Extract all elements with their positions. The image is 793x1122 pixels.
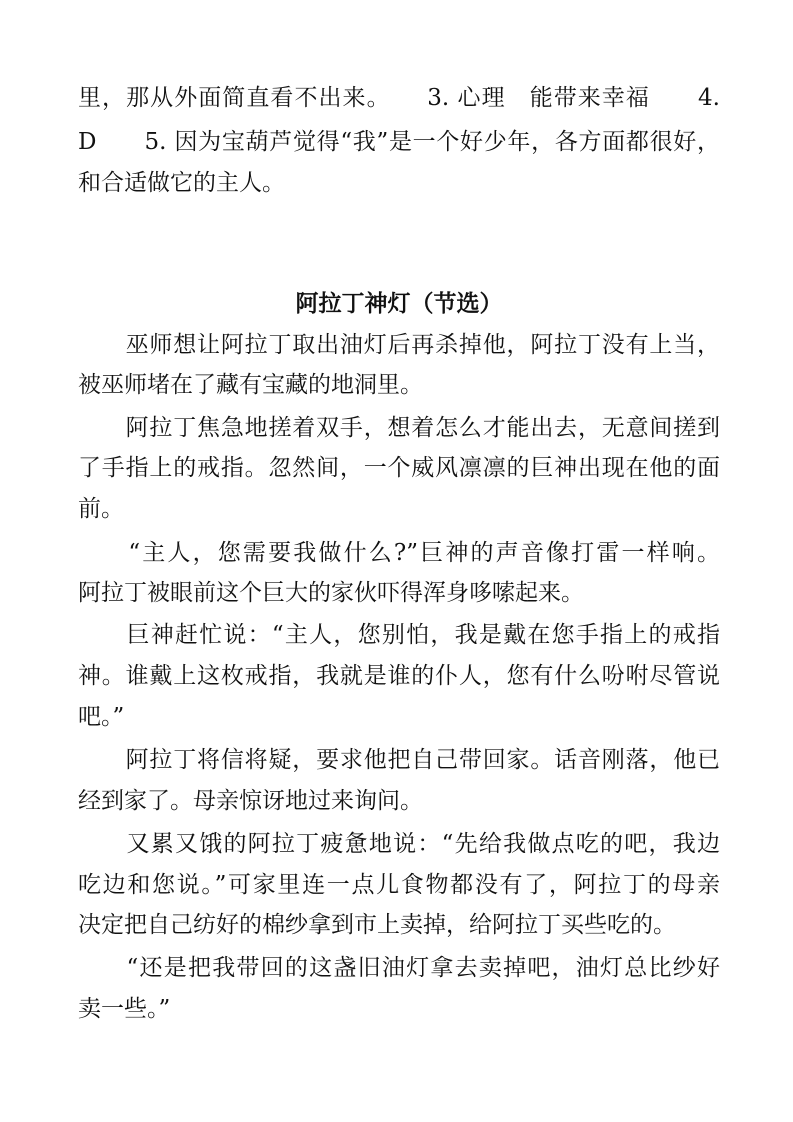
story-line: 吃边和您说。”可家里连一点儿食物都没有了，阿拉丁的母亲: [78, 872, 720, 898]
story-title: 阿拉丁神灯（节选）: [295, 291, 503, 317]
answer-line-2: D 5. 因为宝葫芦觉得“我”是一个好少年，各方面都很好，: [78, 129, 720, 155]
story-line: 巫师想让阿拉丁取出油灯后再杀掉他，阿拉丁没有上当，: [78, 332, 720, 358]
story-line: “还是把我带回的这盏旧油灯拿去卖掉吧，油灯总比纱好: [78, 955, 720, 981]
story-line: 阿拉丁被眼前这个巨大的家伙吓得浑身哆嗦起来。: [78, 580, 584, 606]
story-line: 神。谁戴上这枚戒指，我就是谁的仆人，您有什么吩咐尽管说: [78, 663, 720, 689]
story-line: 又累又饿的阿拉丁疲惫地说：“先给我做点吃的吧，我边: [78, 831, 720, 857]
story-line: 巨神赶忙说：“主人，您别怕，我是戴在您手指上的戒指: [78, 622, 720, 648]
story-line: “主人，您需要我做什么?”巨神的声音像打雷一样响。: [78, 540, 720, 566]
story-line: 阿拉丁焦急地搓着双手，想着怎么才能出去，无意间搓到: [78, 415, 720, 441]
story-line: 了手指上的戒指。忽然间，一个威风凛凛的巨神出现在他的面: [78, 455, 720, 481]
story-line: 被巫师堵在了藏有宝藏的地洞里。: [78, 372, 423, 398]
answer-line-3: 和合适做它的主人。: [78, 170, 285, 196]
story-line: 决定把自己纺好的棉纱拿到市上卖掉，给阿拉丁买些吃的。: [78, 912, 676, 938]
story-line: 阿拉丁将信将疑，要求他把自己带回家。话音刚落，他已: [78, 747, 720, 773]
story-line: 卖一些。”: [78, 996, 171, 1022]
story-line: 吧。”: [78, 704, 125, 730]
answer-line-1: 里，那从外面简直看不出来。 3. 心理 能带来幸福 4.: [78, 85, 720, 111]
story-line: 前。: [78, 496, 124, 522]
story-line: 经到家了。母亲惊讶地过来询问。: [78, 788, 423, 814]
